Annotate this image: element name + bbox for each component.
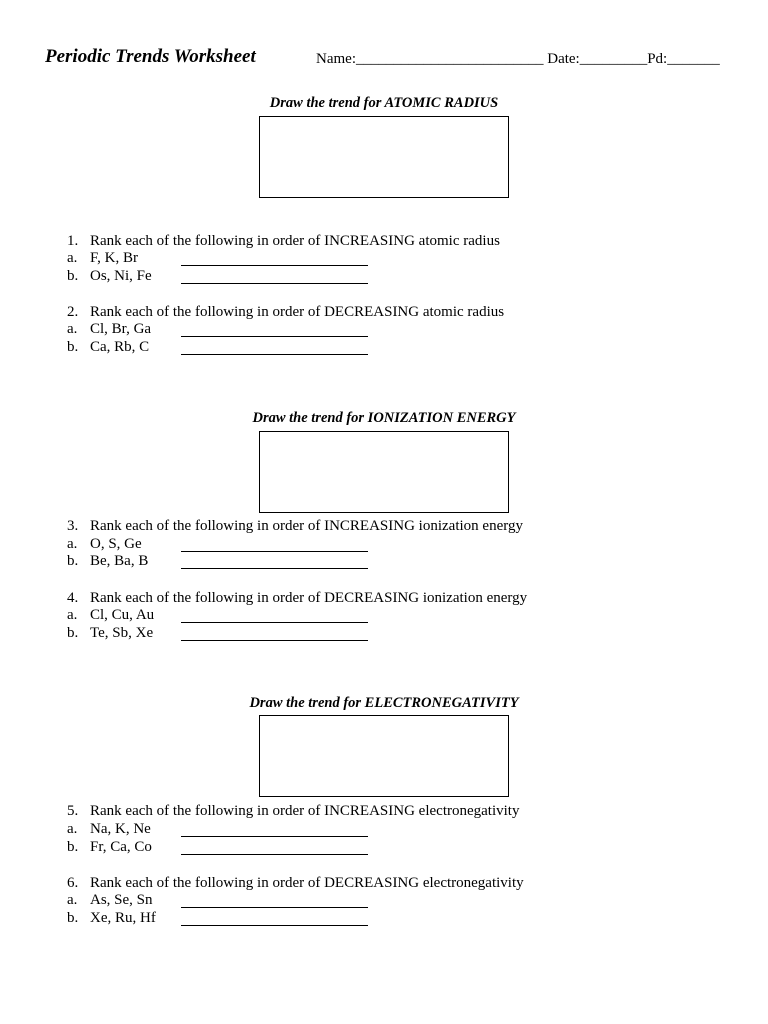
question-number: 4. [67, 590, 79, 606]
item-letter: b. [67, 625, 79, 641]
name-date-period-fields: Name:_________________________ Date:_________Pd:_______ [316, 51, 720, 67]
question-number: 5. [67, 803, 79, 819]
question-prompt: Rank each of the following in order of INCREASING ionization energy [90, 518, 523, 534]
item-elements: Cl, Br, Ga [90, 321, 152, 337]
question-number: 3. [67, 518, 79, 534]
question-prompt: Rank each of the following in order of DECREASING electronegativity [90, 875, 524, 891]
item-letter: b. [67, 910, 79, 926]
section-heading-ionization-energy: Draw the trend for IONIZATION ENERGY [252, 410, 516, 426]
trend-drawing-box-ionization-energy[interactable] [259, 431, 509, 513]
item-letter: a. [67, 321, 78, 337]
answer-blank[interactable] [181, 606, 368, 623]
item-elements: O, S, Ge [90, 536, 142, 552]
item-elements: Na, K, Ne [90, 821, 151, 837]
item-elements: Os, Ni, Fe [90, 268, 152, 284]
answer-blank[interactable] [181, 338, 368, 355]
answer-blank[interactable] [181, 820, 368, 837]
item-elements: Fr, Ca, Co [90, 839, 152, 855]
question-number: 6. [67, 875, 79, 891]
item-letter: a. [67, 607, 78, 623]
item-elements: Cl, Cu, Au [90, 607, 155, 623]
section-heading-atomic-radius: Draw the trend for ATOMIC RADIUS [269, 95, 499, 111]
item-letter: b. [67, 268, 79, 284]
trend-drawing-box-atomic-radius[interactable] [259, 116, 509, 198]
question-prompt: Rank each of the following in order of INCREASING electronegativity [90, 803, 520, 819]
item-elements: As, Se, Sn [90, 892, 153, 908]
item-letter: a. [67, 821, 78, 837]
answer-blank[interactable] [181, 535, 368, 552]
answer-blank[interactable] [181, 552, 368, 569]
item-letter: b. [67, 339, 79, 355]
item-letter: a. [67, 892, 78, 908]
question-prompt: Rank each of the following in order of DECREASING ionization energy [90, 590, 528, 606]
answer-blank[interactable] [181, 320, 368, 337]
question-number: 1. [67, 233, 79, 249]
answer-blank[interactable] [181, 267, 368, 284]
trend-drawing-box-electronegativity[interactable] [259, 715, 509, 797]
section-heading-electronegativity: Draw the trend for ELECTRONEGATIVITY [249, 695, 519, 711]
answer-blank[interactable] [181, 624, 368, 641]
question-prompt: Rank each of the following in order of INCREASING atomic radius [90, 233, 500, 249]
item-elements: Ca, Rb, C [90, 339, 150, 355]
item-letter: b. [67, 839, 79, 855]
answer-blank[interactable] [181, 891, 368, 908]
answer-blank[interactable] [181, 838, 368, 855]
item-elements: Xe, Ru, Hf [90, 910, 156, 926]
item-letter: a. [67, 536, 78, 552]
item-elements: F, K, Br [90, 250, 138, 266]
question-number: 2. [67, 304, 79, 320]
question-prompt: Rank each of the following in order of DECREASING atomic radius [90, 304, 505, 320]
answer-blank[interactable] [181, 249, 368, 266]
page-title: Periodic Trends Worksheet [45, 46, 256, 67]
item-elements: Be, Ba, B [90, 553, 149, 569]
answer-blank[interactable] [181, 909, 368, 926]
item-letter: b. [67, 553, 79, 569]
item-letter: a. [67, 250, 78, 266]
item-elements: Te, Sb, Xe [90, 625, 154, 641]
